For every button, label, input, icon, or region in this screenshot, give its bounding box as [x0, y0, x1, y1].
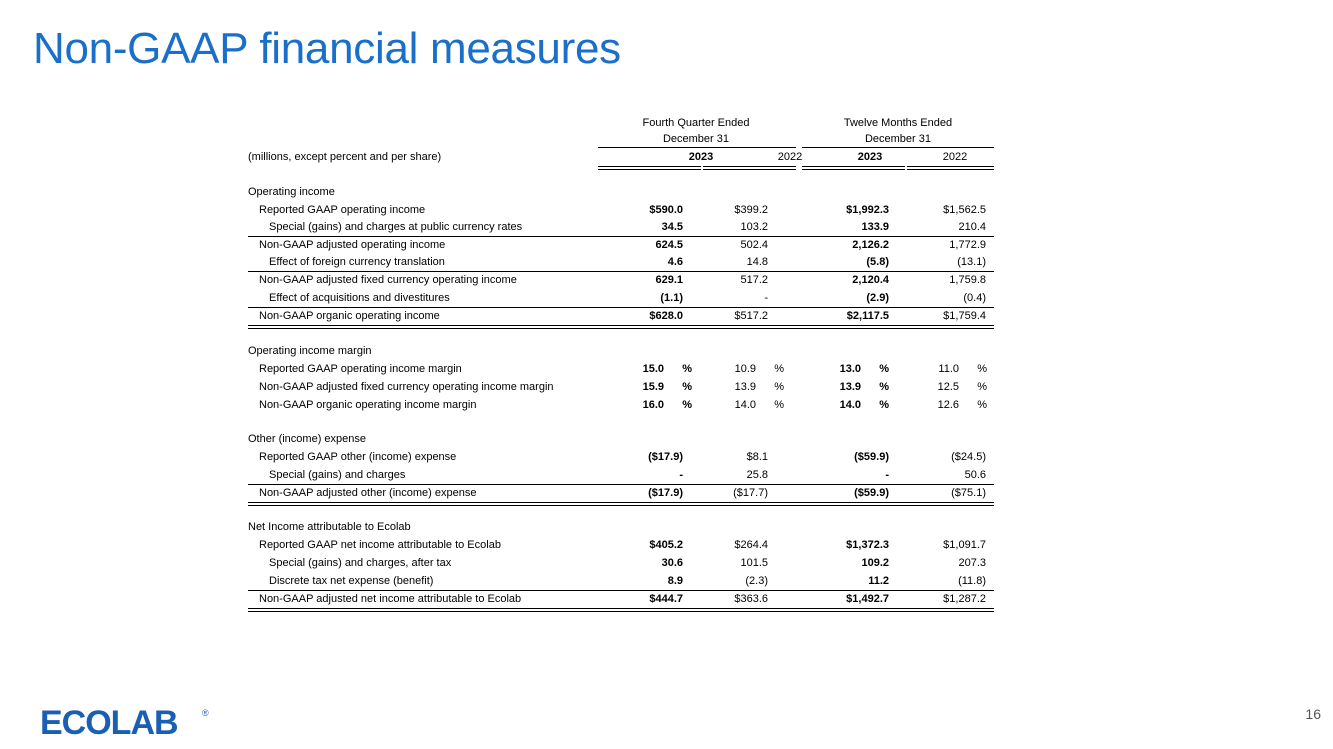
percent-sign: %: [879, 363, 889, 375]
rule: [598, 166, 701, 170]
cell-ytd-2023: 2,126.2: [852, 239, 889, 251]
cell-ytd-2022: ($75.1): [951, 487, 986, 499]
cell-q4-2022: 10.9: [734, 363, 756, 375]
col-q4-2023-header: 2023: [688, 151, 714, 163]
cell-ytd-2023: (5.8): [866, 256, 889, 268]
section-title: Operating income: [248, 186, 335, 198]
table-row: [248, 555, 994, 572]
cell-q4-2023: 16.0: [642, 399, 664, 411]
table-row: [248, 537, 994, 554]
section-title: Operating income margin: [248, 345, 372, 357]
cell-ytd-2022: (13.1): [957, 256, 986, 268]
row-label: Reported GAAP other (income) expense: [259, 451, 457, 463]
percent-sign: %: [977, 381, 987, 393]
rule: [802, 166, 905, 170]
percent-sign: %: [879, 381, 889, 393]
row-label: Reported GAAP operating income margin: [259, 363, 462, 375]
cell-q4-2022: $8.1: [746, 451, 768, 463]
cell-ytd-2022: (0.4): [963, 292, 986, 304]
cell-ytd-2022: 1,772.9: [949, 239, 986, 251]
cell-ytd-2022: ($24.5): [951, 451, 986, 463]
cell-ytd-2023: 11.2: [868, 575, 889, 587]
header-group1-rule: [598, 147, 796, 148]
percent-sign: %: [682, 381, 692, 393]
cell-ytd-2023: 2,120.4: [852, 274, 889, 286]
cell-q4-2023: 30.6: [661, 557, 683, 569]
cell-q4-2023: $628.0: [649, 310, 683, 322]
units-label: (millions, except percent and per share): [248, 151, 442, 163]
cell-ytd-2023: $1,992.3: [846, 204, 889, 216]
row-label: Non-GAAP adjusted other (income) expense: [259, 487, 477, 499]
percent-sign: %: [682, 399, 692, 411]
row-label: Special (gains) and charges at public currency rates: [269, 221, 523, 233]
cell-q4-2022: 103.2: [740, 221, 768, 233]
cell-ytd-2022: 50.6: [964, 469, 986, 481]
percent-sign: %: [774, 381, 784, 393]
table-row: [248, 237, 994, 254]
section-header-other-expense: [248, 431, 994, 448]
table-row: [248, 591, 994, 608]
row-label: Reported GAAP operating income: [259, 204, 426, 216]
cell-ytd-2023: 109.2: [861, 557, 889, 569]
cell-q4-2022: 13.9: [734, 381, 756, 393]
cell-q4-2022: $517.2: [734, 310, 768, 322]
column-header-row: [248, 149, 994, 166]
cell-ytd-2022: $1,287.2: [943, 593, 986, 605]
cell-q4-2023: 4.6: [667, 256, 683, 268]
row-label: Reported GAAP net income attributable to Ecolab: [259, 539, 501, 551]
row-label: Non-GAAP adjusted fixed currency operating income margin: [259, 381, 554, 393]
section-title: Other (income) expense: [248, 433, 366, 445]
table-row: [248, 272, 994, 289]
table-row: [248, 361, 994, 378]
cell-ytd-2023: -: [885, 469, 889, 481]
table-row: [248, 379, 994, 396]
cell-q4-2022: $264.4: [734, 539, 768, 551]
cell-ytd-2023: 14.0: [839, 399, 861, 411]
cell-q4-2022: (2.3): [745, 575, 768, 587]
cell-q4-2023: 8.9: [667, 575, 683, 587]
header-group2-rule: [802, 147, 994, 148]
cell-ytd-2022: $1,562.5: [943, 204, 986, 216]
cell-q4-2022: 517.2: [740, 274, 768, 286]
cell-q4-2022: 14.0: [734, 399, 756, 411]
table-row: [248, 573, 994, 590]
rule: [703, 166, 796, 170]
percent-sign: %: [977, 363, 987, 375]
cell-ytd-2022: 207.3: [958, 557, 986, 569]
cell-ytd-2023: (2.9): [866, 292, 889, 304]
table-row: [248, 219, 994, 236]
table-row: [248, 449, 994, 466]
cell-q4-2022: -: [764, 292, 768, 304]
cell-ytd-2022: (11.8): [958, 575, 986, 587]
cell-q4-2022: ($17.7): [733, 487, 768, 499]
cell-ytd-2023: 13.9: [839, 381, 861, 393]
cell-q4-2023: 15.9: [642, 381, 664, 393]
row-label: Special (gains) and charges, after tax: [269, 557, 452, 569]
row-label: Effect of acquisitions and divestitures: [269, 292, 450, 304]
percent-sign: %: [682, 363, 692, 375]
row-label: Effect of foreign currency translation: [269, 256, 445, 268]
cell-ytd-2022: $1,759.4: [943, 310, 986, 322]
rule: [907, 166, 994, 170]
header-group2-line2: December 31: [864, 133, 932, 145]
percent-sign: %: [774, 363, 784, 375]
section-header-operating-margin: [248, 343, 994, 360]
cell-ytd-2022: 1,759.8: [949, 274, 986, 286]
header-group1-line1: Fourth Quarter Ended: [642, 117, 750, 129]
cell-q4-2023: 15.0: [642, 363, 664, 375]
cell-q4-2023: 624.5: [655, 239, 683, 251]
col-ytd-2023-header: 2023: [857, 151, 883, 163]
col-ytd-2022-header: 2022: [942, 151, 968, 163]
ecolab-logo: [40, 704, 210, 738]
cell-ytd-2023: $1,492.7: [846, 593, 889, 605]
double-rule: [248, 608, 994, 612]
section-header-operating-income: [248, 184, 994, 201]
cell-q4-2023: 629.1: [655, 274, 683, 286]
row-label: Non-GAAP organic operating income margin: [259, 399, 477, 411]
page-title: Non-GAAP financial measures: [33, 24, 621, 73]
row-label: Non-GAAP organic operating income: [259, 310, 440, 322]
cell-q4-2023: $405.2: [649, 539, 683, 551]
row-label: Special (gains) and charges: [269, 469, 406, 481]
cell-q4-2023: (1.1): [660, 292, 683, 304]
cell-q4-2023: -: [679, 469, 683, 481]
cell-q4-2022: 14.8: [746, 256, 768, 268]
cell-ytd-2023: ($59.9): [854, 487, 889, 499]
table-row: [248, 485, 994, 502]
percent-sign: %: [774, 399, 784, 411]
table-row: [248, 254, 994, 271]
table-row: [248, 290, 994, 307]
table-row: [248, 397, 994, 414]
cell-ytd-2022: 12.5: [937, 381, 959, 393]
cell-ytd-2023: $1,372.3: [846, 539, 889, 551]
cell-ytd-2023: $2,117.5: [846, 310, 889, 322]
cell-q4-2023: $590.0: [649, 204, 683, 216]
row-label: Discrete tax net expense (benefit): [269, 575, 434, 587]
cell-q4-2022: $363.6: [734, 593, 768, 605]
logo-registered-mark: ®: [202, 708, 209, 718]
percent-sign: %: [879, 399, 889, 411]
cell-ytd-2023: ($59.9): [854, 451, 889, 463]
table-row: [248, 308, 994, 325]
cell-q4-2022: 502.4: [740, 239, 768, 251]
cell-q4-2023: 34.5: [661, 221, 683, 233]
table-row: [248, 202, 994, 219]
section-title: Net Income attributable to Ecolab: [248, 521, 411, 533]
cell-ytd-2023: 13.0: [839, 363, 861, 375]
section-header-net-income: [248, 519, 994, 536]
cell-ytd-2022: 11.0: [938, 363, 959, 375]
page-number: 16: [1305, 706, 1321, 722]
row-label: Non-GAAP adjusted net income attributable to Ecolab: [259, 593, 522, 605]
cell-ytd-2022: $1,091.7: [943, 539, 986, 551]
row-label: Non-GAAP adjusted fixed currency operating income: [259, 274, 517, 286]
cell-q4-2023: ($17.9): [648, 451, 683, 463]
cell-q4-2022: 101.5: [740, 557, 768, 569]
cell-q4-2022: 25.8: [746, 469, 768, 481]
cell-ytd-2022: 12.6: [937, 399, 959, 411]
cell-q4-2022: $399.2: [734, 204, 768, 216]
cell-ytd-2022: 210.4: [958, 221, 986, 233]
logo-text: ECOLAB: [40, 704, 178, 738]
header-group1-line2: December 31: [662, 133, 730, 145]
percent-sign: %: [977, 399, 987, 411]
col-q4-2022-header: 2022: [777, 151, 803, 163]
cell-q4-2023: $444.7: [649, 593, 683, 605]
cell-q4-2023: ($17.9): [648, 487, 683, 499]
table-row: [248, 467, 994, 484]
double-rule: [248, 502, 994, 506]
row-label: Non-GAAP adjusted operating income: [259, 239, 446, 251]
double-rule: [248, 325, 994, 329]
cell-ytd-2023: 133.9: [861, 221, 889, 233]
header-group2-line1: Twelve Months Ended: [843, 117, 953, 129]
